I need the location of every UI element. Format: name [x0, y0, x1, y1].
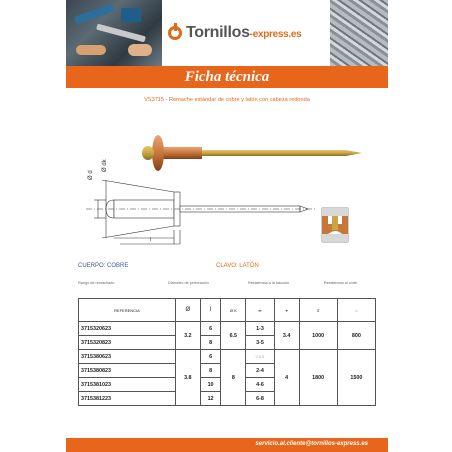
legend-hole-diameter: Diámetro de perforación	[168, 281, 209, 285]
legend-tensile: Resistencia a la tracción	[248, 281, 290, 285]
col-header-d: Ø	[175, 299, 200, 322]
installed-rivet-detail	[322, 208, 348, 242]
legend-grip-range: Rango de remachado	[78, 281, 115, 285]
datasheet-page	[66, 0, 388, 452]
dim-label-l: l	[150, 237, 152, 243]
product-subtitle: VS3715 - Remache estándar de cobre y latón con cabeza redonda	[144, 97, 310, 103]
table-row: 3715320823 8 3-5	[79, 336, 376, 350]
legend-shear: Resistencia al corte	[324, 281, 358, 285]
table-row: 3715381223 12 6-8	[79, 392, 376, 406]
dim-label-dk: Ø dk	[102, 159, 108, 172]
header	[66, 0, 388, 66]
col-header-dk: Ø K	[221, 299, 246, 322]
header-photo-tools	[66, 0, 162, 66]
table-row: 3715380823 8 2-4	[79, 364, 376, 378]
shear-icon: ⇔	[354, 307, 359, 313]
spec-table	[78, 298, 376, 406]
legend	[78, 278, 378, 290]
header-photo-screws	[330, 0, 388, 66]
brand-logo	[162, 0, 330, 66]
table-header-row	[79, 299, 376, 322]
grip-icon: ⇹	[258, 307, 262, 313]
material-body-label: CUERPO: COBRE	[78, 263, 129, 269]
material-mandrel-label: CLAVO: LATÓN	[216, 263, 259, 269]
table-row: 3715320623 3.2 6 6.5 1-3 3.4 1000 800	[79, 322, 376, 336]
rivet-technical-drawing	[86, 180, 316, 244]
table-row: 3715380623 3.8 6 8 0.5-3 4 1800 1500	[79, 350, 376, 364]
rivet-photo	[142, 135, 362, 171]
col-header-shear	[337, 299, 375, 322]
table-row: 3715381023 10 4-6	[79, 378, 376, 392]
col-header-hole	[274, 299, 299, 322]
rivet-drawing	[66, 120, 388, 270]
col-header-tension	[299, 299, 337, 322]
tension-icon: ⇕	[316, 307, 320, 313]
page-title: Ficha técnica	[184, 69, 270, 85]
logo-text: Tornillos-express.es	[186, 24, 302, 41]
footer-email: servicio.al.cliente@tornillos-express.es	[255, 441, 368, 447]
col-header-grip	[246, 299, 274, 322]
logo-icon	[168, 26, 182, 40]
dim-label-d: Ø d	[88, 170, 94, 180]
drill-icon: ⌖	[285, 307, 288, 313]
col-header-ref: REFERENCIA	[79, 299, 176, 322]
col-header-l: l	[200, 299, 221, 322]
